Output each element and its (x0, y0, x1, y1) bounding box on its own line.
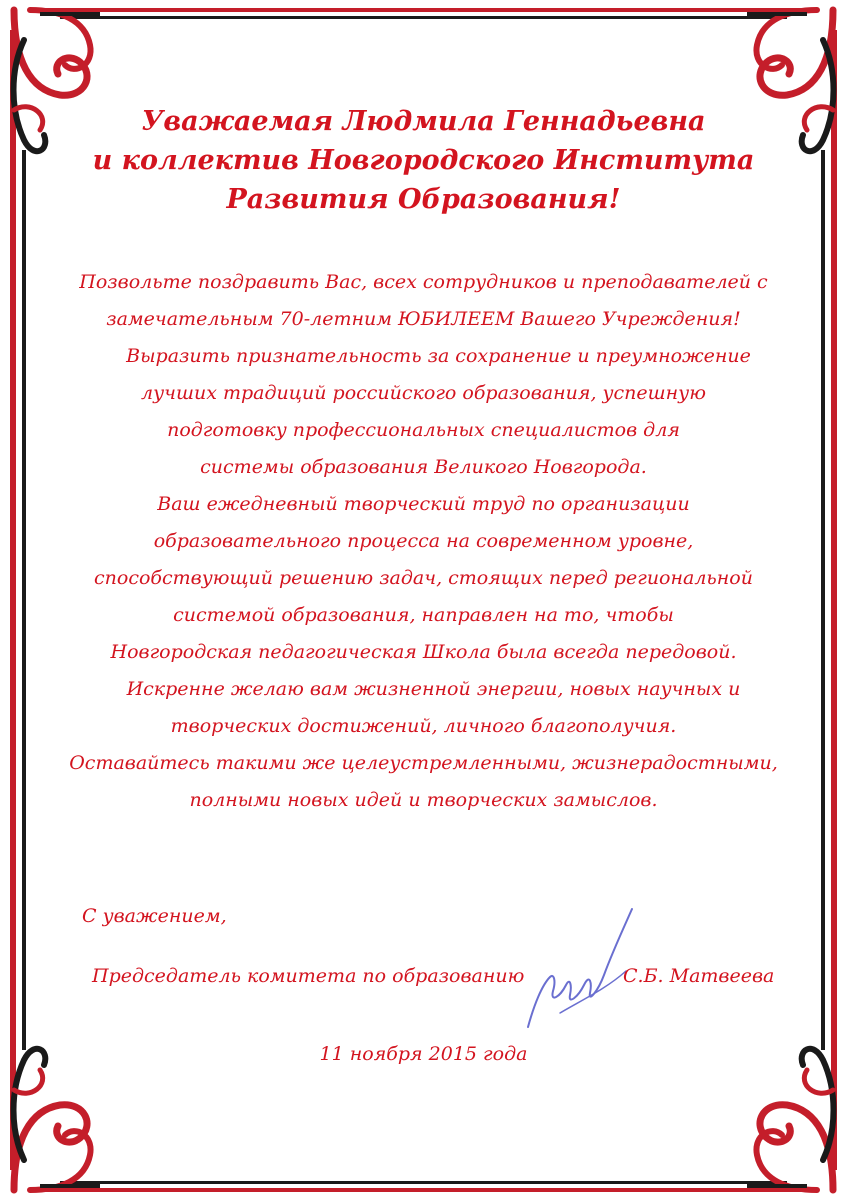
border-bottom-black (60, 1181, 787, 1184)
handwritten-signature (520, 905, 640, 1035)
body-line: Новгородская педагогическая Школа была всегда передовой. (110, 641, 737, 663)
body-line: замечательным 70-летним ЮБИЛЕЕМ Вашего Учреждения! (106, 308, 741, 330)
title-line-1: Уважаемая Людмила Геннадьевна (141, 106, 706, 137)
letter-date: 11 ноября 2015 года (319, 1043, 528, 1065)
body-line: Ваш ежедневный творческий труд по организации (157, 493, 690, 515)
body-line: системой образования, направлен на то, чтобы (173, 604, 674, 626)
letter-body (0, 264, 847, 819)
body-line: способствующий решению задач, стоящих перед региональной (94, 567, 753, 589)
body-line: Оставайтесь такими же целеустремленными, жизнерадостными, (69, 752, 778, 774)
border-bottom-red (40, 1188, 807, 1192)
body-line: творческих достижений, личного благополучия. (170, 715, 677, 737)
border-top-red (40, 8, 807, 12)
letter-title (0, 102, 847, 219)
body-line: образовательного процесса на современном уровне, (153, 530, 694, 552)
title-line-2: и коллектив Новгородского Института (92, 145, 755, 176)
signer-name: С.Б. Матвеева (623, 965, 775, 987)
body-line: Позвольте поздравить Вас, всех сотрудников и преподавателей с (79, 271, 768, 293)
body-line: полными новых идей и творческих замыслов. (189, 789, 658, 811)
border-top-black (60, 16, 787, 19)
body-line: подготовку профессиональных специалистов для (167, 419, 680, 441)
title-line-3: Развития Образования! (226, 184, 621, 215)
body-line: Искренне желаю вам жизненной энергии, новых научных и (126, 678, 741, 700)
body-line: системы образования Великого Новгорода. (200, 456, 647, 478)
body-line: лучших традиций российского образования, успешную (141, 382, 706, 404)
body-line: Выразить признательность за сохранение и преумножение (126, 345, 751, 367)
signer-position: Председатель комитета по образованию (92, 965, 525, 987)
closing-regards: С уважением, (82, 905, 227, 927)
